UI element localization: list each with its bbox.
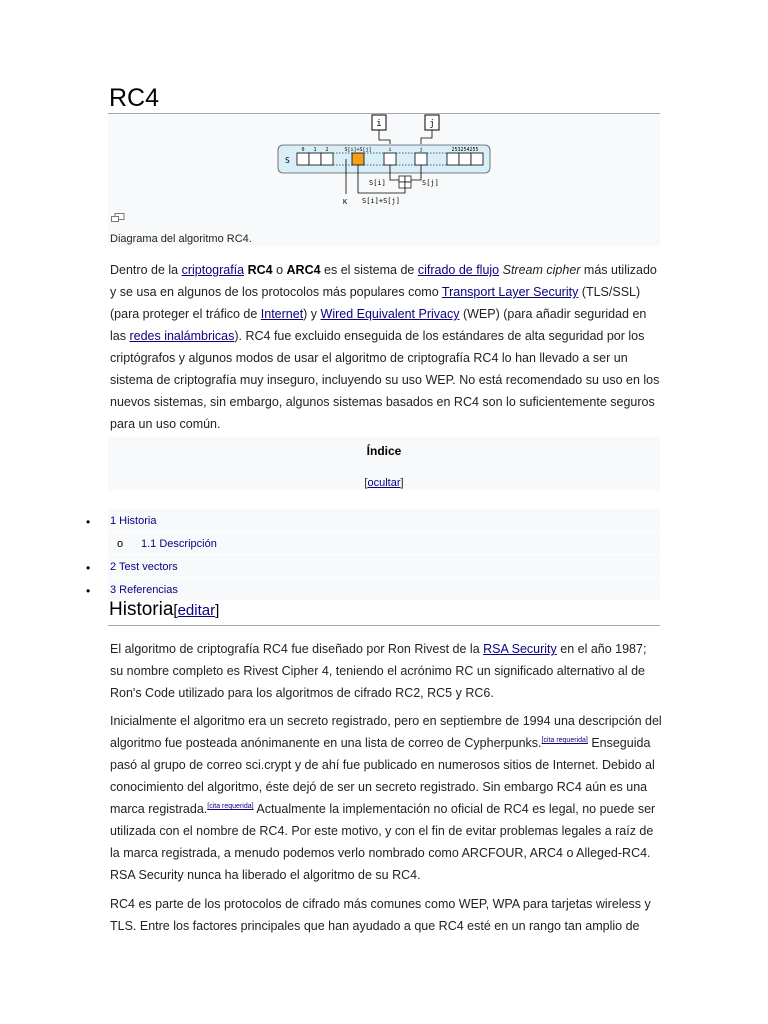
link-internet[interactable]: Internet	[260, 307, 304, 321]
diagram-label-i-small: i	[388, 147, 392, 153]
toc-bullet: •	[86, 515, 91, 529]
table-of-contents	[108, 437, 660, 490]
toc-item-descripcion[interactable]: 1.1 Descripción	[141, 538, 217, 550]
diagram-label-idx0: 0	[301, 147, 305, 153]
diagram-label-s: S	[285, 156, 290, 165]
toc-item-historia[interactable]: 1 Historia	[110, 515, 157, 527]
historia-paragraph-2: Inicialmente el algoritmo era un secreto registrado, pero en septiembre de 1994 una descripción del algoritmo fue posteada anónimanente en una lista de correo de Cypherpunks.[cita requerida] Enseguida pasó al grupo de correo sci.crypt y de ahí fue publicado en numerosos sitios de Internet. Debido al conocimiento del algoritmo, éste dejó de ser un secreto registrado. Sin embargo RC4 aún es una marca registrada.[cita requerida] Actualmente la implementación no oficial de RC4 es legal, no puede ser utilizada con el nombre de RC4. Por este motivo, y con el fin de evitar problemas legales a raíz de la marca registrada, a menudo podemos verlo nombrado como ARCFOUR, ARC4 o Alleged-RC4. RSA Security nunca ha liberado el algoritmo de su RC4.	[110, 714, 662, 882]
link-rsa-security[interactable]: RSA Security	[483, 642, 557, 656]
diagram-label-j: j	[429, 119, 435, 129]
link-tls[interactable]: Transport Layer Security	[441, 285, 579, 299]
enlarge-icon[interactable]	[111, 213, 125, 223]
citation-needed-link[interactable]: [cita requerida]	[207, 802, 254, 810]
diagram-label-sum2: S[i]+S[j]	[362, 197, 400, 205]
citation-needed-link[interactable]: [cita requerida]	[541, 736, 588, 744]
toc-hide-toggle: [ocultar]	[364, 477, 404, 489]
diagram-label-si: S[i]	[369, 179, 386, 187]
page-title: RC4	[109, 84, 160, 112]
toc-title: Índice	[366, 444, 402, 458]
diagram-label-j-small: j	[419, 147, 423, 153]
link-criptografia[interactable]: criptografía	[181, 263, 245, 277]
historia-paragraph-3: RC4 es parte de los protocolos de cifrado más comunes como WEP, WPA para tarjetas wireless y TLS. Entre los factores principales que han ayudado a que RC4 esté en un rango tan amplio de	[110, 897, 651, 933]
figure-caption: Diagrama del algoritmo RC4.	[110, 233, 252, 245]
link-cifrado-de-flujo[interactable]: cifrado de flujo	[417, 263, 500, 277]
link-wep[interactable]: Wired Equivalent Privacy	[320, 307, 460, 321]
diagram-label-k: K	[343, 198, 348, 206]
diagram-label-end: 253254255	[451, 147, 479, 153]
toc-hide-link[interactable]: ocultar	[367, 477, 401, 489]
edit-link[interactable]: editar	[177, 602, 216, 619]
rc4-algorithm-diagram	[276, 114, 496, 209]
toc-row	[108, 555, 660, 577]
diagram-label-idx2: 2	[325, 147, 329, 153]
diagram-label-sj: S[j]	[422, 179, 439, 187]
diagram-label-idx1: 1	[313, 147, 317, 153]
toc-bullet: •	[86, 584, 91, 598]
toc-row	[108, 578, 660, 600]
section-divider	[108, 625, 660, 626]
toc-bullet: •	[86, 561, 91, 575]
toc-row	[108, 509, 660, 531]
toc-bullet: o	[117, 538, 124, 550]
diagram-label-sum: S[i]+S[j]	[344, 147, 372, 153]
section-heading-historia: Historia[editar]	[109, 599, 220, 620]
historia-paragraph-1: El algoritmo de criptografía RC4 fue diseñado por Ron Rivest de la RSA Security en el año 1987; su nombre completo es Rivest Cipher 4, teniendo el acrónimo RC un significado alternativo al de Ron's Code utilizado para los algoritmos de cifrado RC2, RC5 y RC6.	[110, 642, 647, 700]
diagram-label-i: i	[376, 119, 382, 129]
link-redes-inalambricas[interactable]: redes inalámbricas	[129, 329, 235, 343]
toc-item-test-vectors[interactable]: 2 Test vectors	[110, 561, 178, 573]
toc-item-referencias[interactable]: 3 Referencias	[110, 584, 178, 596]
intro-paragraph: Dentro de la criptografía RC4 o ARC4 es el sistema de cifrado de flujo Stream cipher más utilizado y se usa en algunos de los protocolos más populares como Transport Layer Security (TLS/SSL) (para proteger el tráfico de Internet) y Wired Equivalent Privacy (WEP) (para añadir seguridad en las redes inalámbricas). RC4 fue excluido enseguida de los estándares de alta seguridad por los criptógrafos y algunos modos de usar el algoritmo de criptografía RC4 lo han llevado a ser un sistema de criptografía muy inseguro, incluyendo su uso WEP. No está recomendado su uso en los nuevos sistemas, sin embargo, algunos sistemas basados en RC4 son lo suficientemente seguros para un uso común.	[110, 263, 660, 431]
